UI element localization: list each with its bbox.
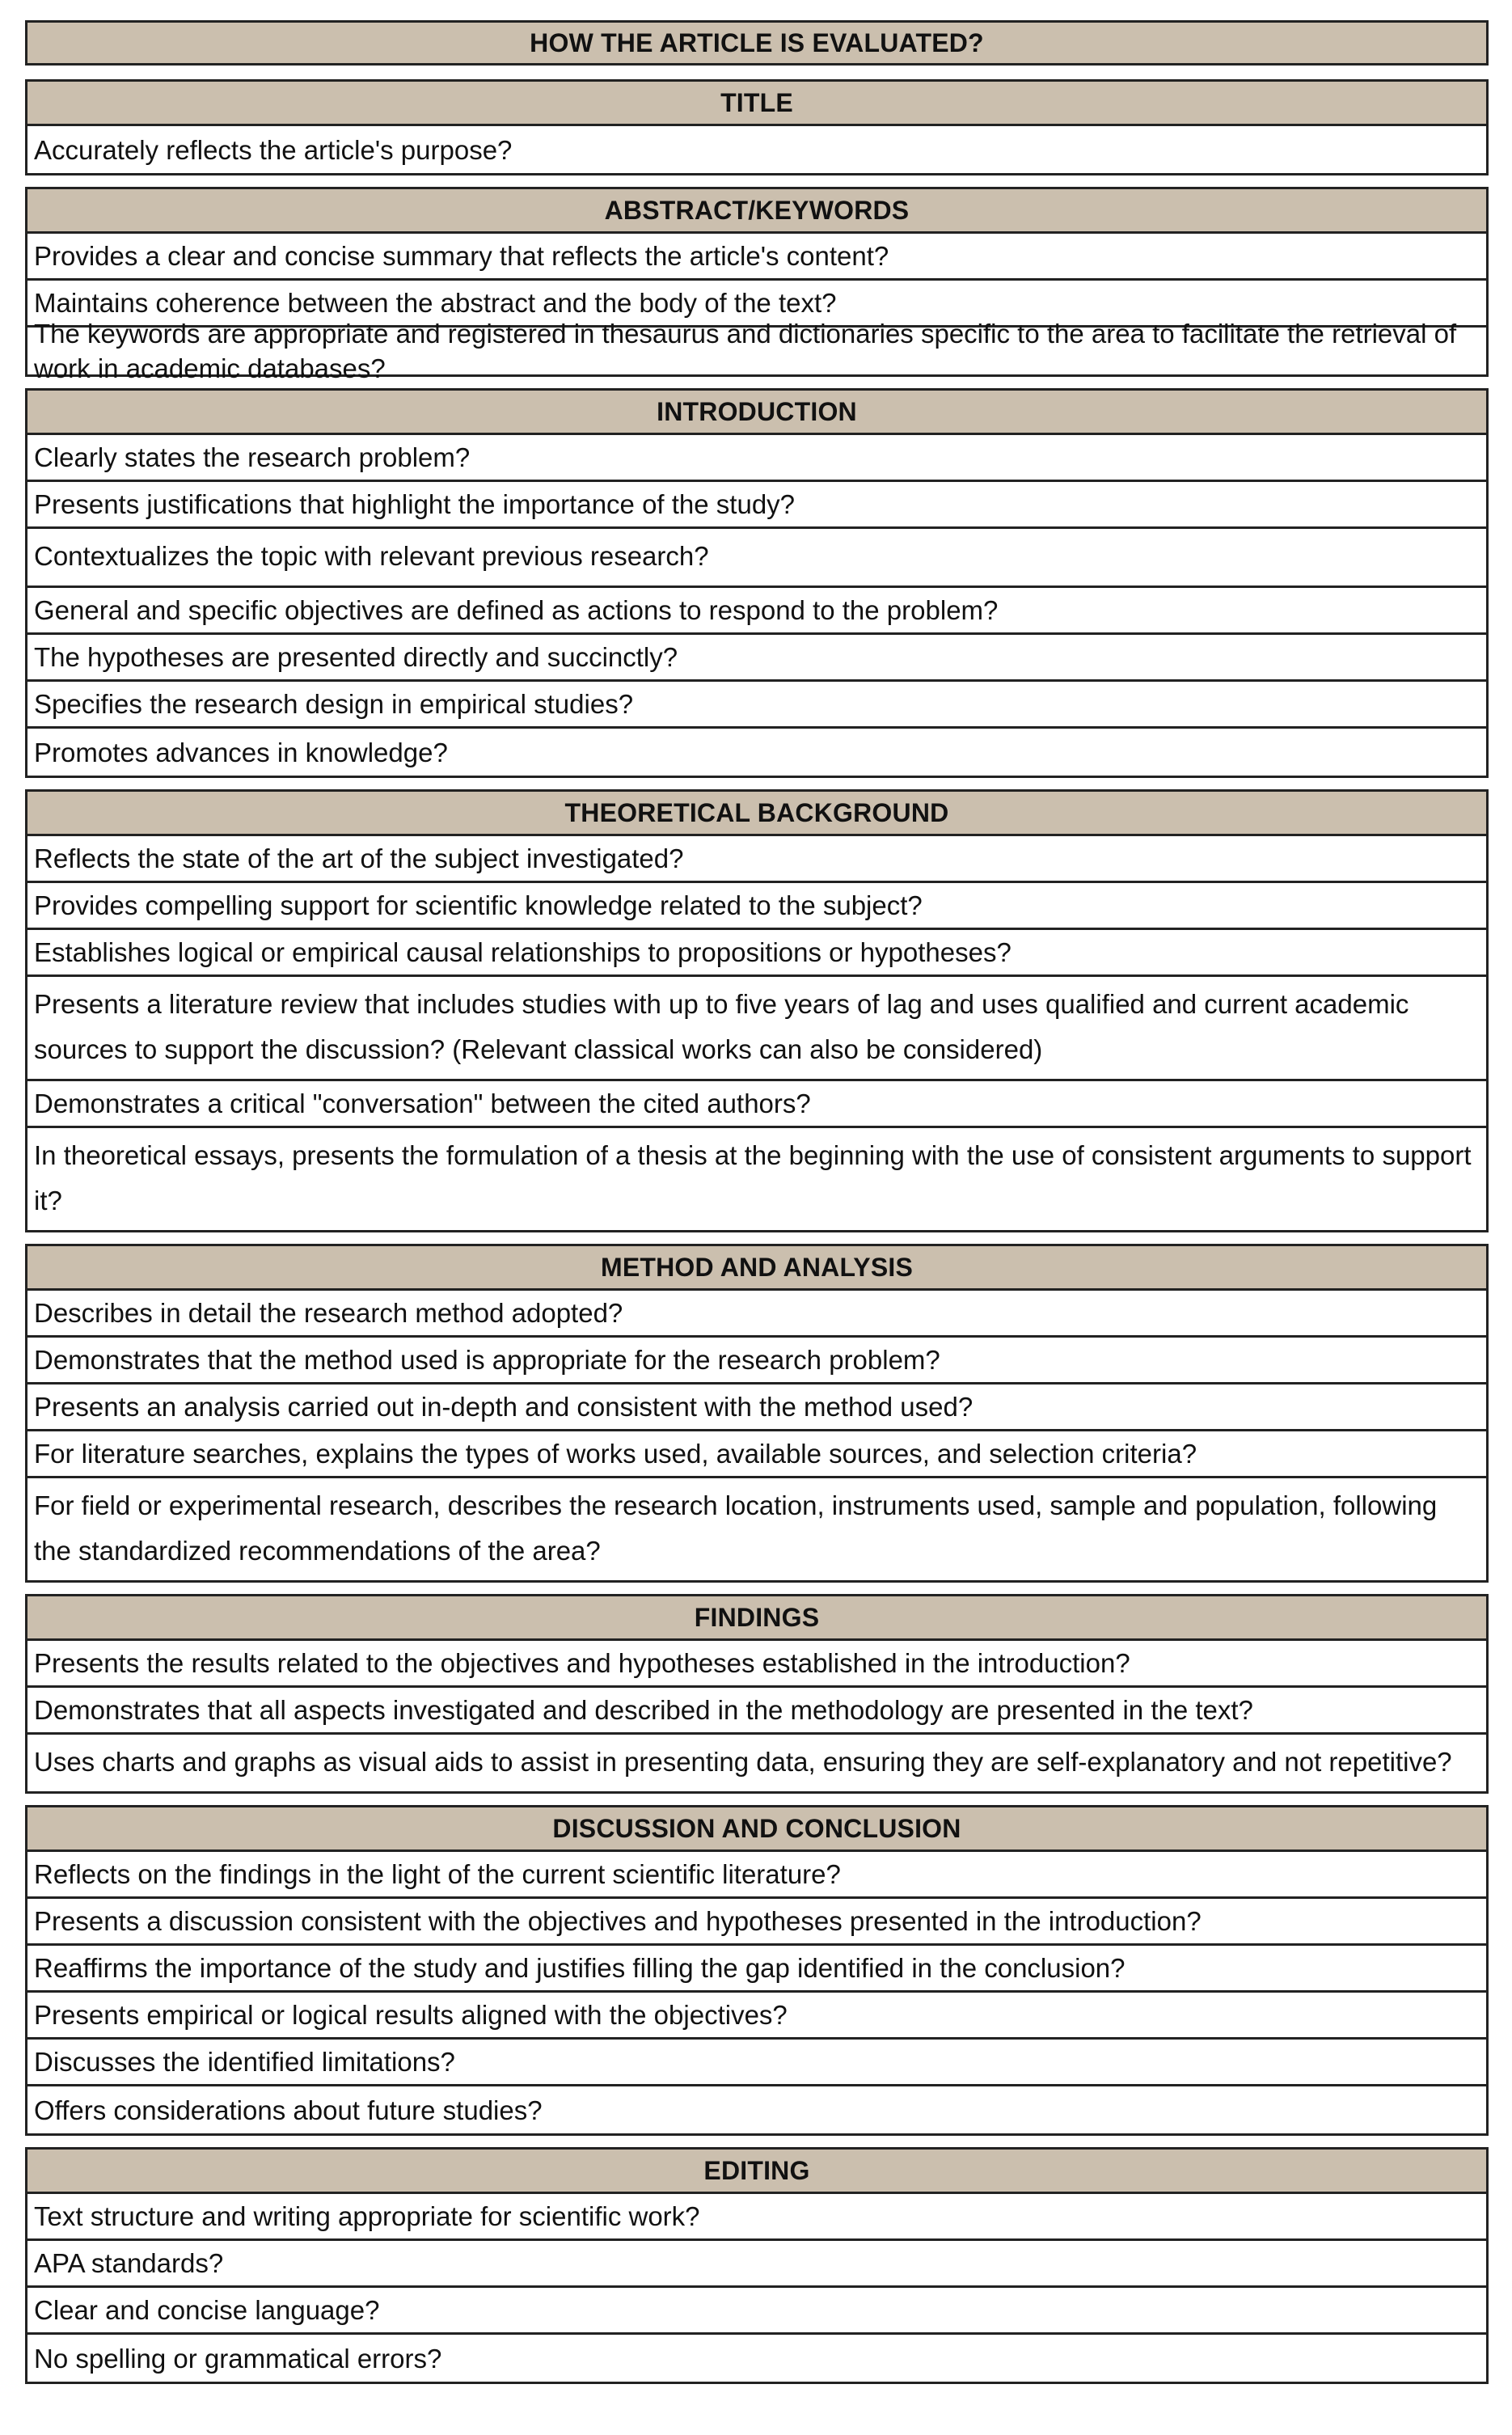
checklist-item <box>27 234 1486 281</box>
checklist-item-text: Establishes logical or empirical causal relationships to propositions or hypotheses? <box>34 937 1012 967</box>
checklist-item-text: Demonstrates that the method used is appropriate for the research problem? <box>34 1345 940 1375</box>
checklist-item <box>27 682 1486 729</box>
checklist-item <box>27 588 1486 635</box>
checklist-item-text: Offers considerations about future studies? <box>34 2095 543 2125</box>
checklist-item <box>27 1641 1486 1688</box>
section-heading: INTRODUCTION <box>27 391 1486 435</box>
checklist-item-text: Presents a discussion consistent with the objectives and hypotheses presented in the introduction? <box>34 1906 1202 1936</box>
section-method-and-analysis <box>25 1244 1489 1583</box>
checklist-item-text: Clear and concise language? <box>34 2295 380 2325</box>
checklist-item-text: Clearly states the research problem? <box>34 442 471 472</box>
checklist-item <box>27 529 1486 588</box>
section-abstract-keywords <box>25 187 1489 383</box>
checklist-item-text: Text structure and writing appropriate for scientific work? <box>34 2201 700 2231</box>
checklist-item <box>27 729 1486 776</box>
section-heading: EDITING <box>27 2150 1486 2194</box>
checklist-item-text: Maintains coherence between the abstract and the body of the text? <box>34 288 837 318</box>
checklist-item <box>27 482 1486 529</box>
checklist-item-text: The hypotheses are presented directly and succinctly? <box>34 642 678 672</box>
checklist-item <box>27 1291 1486 1338</box>
checklist-item-text: Promotes advances in knowledge? <box>34 737 448 767</box>
checklist-item <box>27 2086 1486 2133</box>
checklist-item <box>27 2288 1486 2335</box>
section-heading: THEORETICAL BACKGROUND <box>27 792 1486 836</box>
checklist-item <box>27 1338 1486 1384</box>
checklist-item <box>27 1431 1486 1478</box>
checklist-item <box>27 1384 1486 1431</box>
section-heading: TITLE <box>27 82 1486 126</box>
checklist-item-text: In theoretical essays, presents the formulation of a thesis at the beginning with the use of consistent arguments to support it? <box>34 1140 1472 1215</box>
checklist-item-text: Provides a clear and concise summary that reflects the article's content? <box>34 241 889 271</box>
checklist-item-text: Presents a literature review that includes studies with up to five years of lag and uses qualified and current academic sources to support the discussion? (Relevant classical works can also be considered) <box>34 989 1409 1064</box>
checklist-item <box>27 319 1486 383</box>
section-introduction <box>25 388 1489 778</box>
checklist-item <box>27 1081 1486 1128</box>
checklist-item-text: APA standards? <box>34 2248 224 2278</box>
section-heading: ABSTRACT/KEYWORDS <box>27 189 1486 234</box>
checklist-item <box>27 435 1486 482</box>
checklist-item-text: Presents justifications that highlight the importance of the study? <box>34 489 796 519</box>
checklist-item-text: Presents empirical or logical results aligned with the objectives? <box>34 2000 788 2030</box>
checklist-item <box>27 1128 1486 1230</box>
page-title: HOW THE ARTICLE IS EVALUATED? <box>25 20 1489 66</box>
checklist-item <box>27 883 1486 930</box>
checklist-item-text: Accurately reflects the article's purpose? <box>34 134 513 165</box>
section-heading: METHOD AND ANALYSIS <box>27 1246 1486 1291</box>
checklist-item <box>27 2335 1486 2382</box>
checklist-item-text: Describes in detail the research method adopted? <box>34 1298 623 1328</box>
checklist-item <box>27 1478 1486 1580</box>
section-theoretical-background <box>25 789 1489 1232</box>
checklist-item <box>27 1993 1486 2040</box>
checklist-item <box>27 977 1486 1081</box>
section-discussion-and-conclusion <box>25 1805 1489 2136</box>
checklist-item <box>27 1899 1486 1946</box>
checklist-item-text: Discusses the identified limitations? <box>34 2047 455 2077</box>
checklist-item <box>27 1735 1486 1791</box>
checklist-item-text: Presents an analysis carried out in-depth and consistent with the method used? <box>34 1392 974 1422</box>
checklist-item <box>27 635 1486 682</box>
section-heading: DISCUSSION AND CONCLUSION <box>27 1807 1486 1852</box>
checklist-item-text: Reflects the state of the art of the subject investigated? <box>34 843 684 873</box>
checklist-item <box>27 1688 1486 1735</box>
section-title <box>25 79 1489 175</box>
checklist-item <box>27 2194 1486 2241</box>
checklist-item-text: Reaffirms the importance of the study and justifies filling the gap identified in the conclusion? <box>34 1953 1126 1983</box>
checklist-item-text: For literature searches, explains the types of works used, available sources, and selection criteria? <box>34 1439 1197 1469</box>
checklist-item-text: Specifies the research design in empirical studies? <box>34 689 634 719</box>
section-editing <box>25 2147 1489 2384</box>
checklist-item-text: Presents the results related to the objectives and hypotheses established in the introduction? <box>34 1648 1130 1678</box>
checklist-item-text: The keywords are appropriate and registered in thesaurus and dictionaries specific to the area to facilitate the retrieval of work in academic databases? <box>34 319 1457 383</box>
checklist-item <box>27 2241 1486 2288</box>
checklist-item-text: Demonstrates that all aspects investigated and described in the methodology are presented in the text? <box>34 1695 1253 1725</box>
checklist-item <box>27 930 1486 977</box>
checklist-item-text: General and specific objectives are defined as actions to respond to the problem? <box>34 595 999 625</box>
section-findings <box>25 1594 1489 1794</box>
checklist-item <box>27 126 1486 173</box>
checklist-item-text: Demonstrates a critical "conversation" between the cited authors? <box>34 1089 811 1118</box>
checklist-item-text: Uses charts and graphs as visual aids to assist in presenting data, ensuring they are self-explanatory and not repetitive? <box>34 1747 1452 1777</box>
section-heading: FINDINGS <box>27 1596 1486 1641</box>
checklist-item <box>27 2040 1486 2086</box>
checklist-item-text: Contextualizes the topic with relevant previous research? <box>34 541 709 571</box>
checklist-item <box>27 836 1486 883</box>
checklist-item-text: Provides compelling support for scientific knowledge related to the subject? <box>34 890 923 920</box>
checklist-sections <box>25 79 1489 2395</box>
checklist-item <box>27 1852 1486 1899</box>
checklist-item-text: For field or experimental research, describes the research location, instruments used, sample and population, following the standardized recommendations of the area? <box>34 1490 1438 1566</box>
checklist-item-text: Reflects on the findings in the light of the current scientific literature? <box>34 1859 841 1889</box>
checklist-item <box>27 1946 1486 1993</box>
checklist-item-text: No spelling or grammatical errors? <box>34 2343 442 2374</box>
